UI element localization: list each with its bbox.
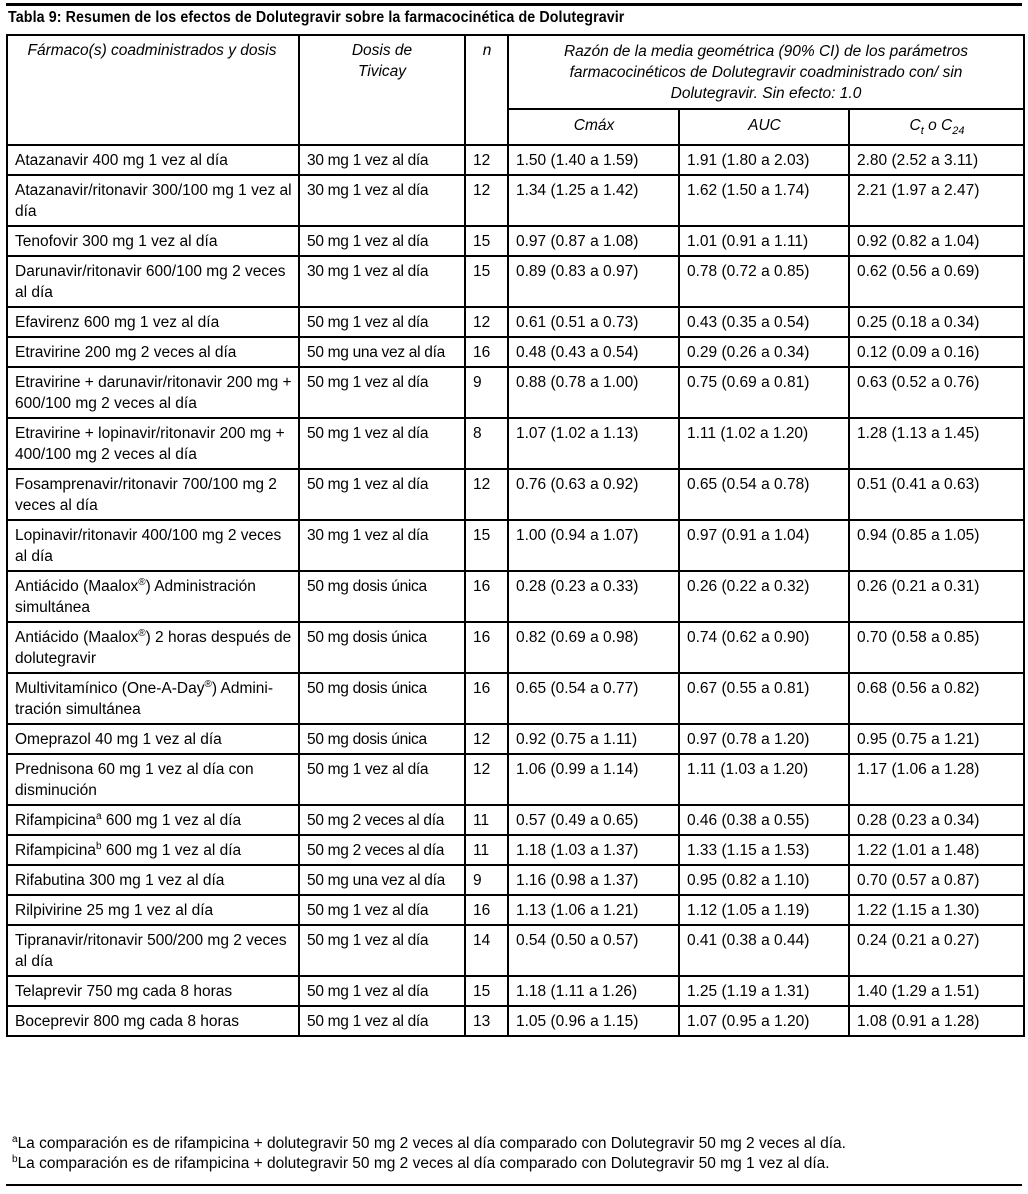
top-rule <box>6 3 1022 6</box>
cell-drug: Atazanavir 400 mg 1 vez al día <box>7 145 299 175</box>
cell-n: 16 <box>465 895 508 925</box>
table-row <box>7 976 1024 1006</box>
cell-auc: 0.97 (0.91 a 1.04) <box>679 520 849 571</box>
cell-auc: 1.25 (1.19 a 1.31) <box>679 976 849 1006</box>
table-row <box>7 895 1024 925</box>
cell-auc: 0.41 (0.38 a 0.44) <box>679 925 849 976</box>
cell-tivicay-dose: 30 mg 1 vez al día <box>299 145 465 175</box>
cell-n: 12 <box>465 175 508 226</box>
cell-tivicay-dose: 50 mg 1 vez al día <box>299 754 465 805</box>
table-row <box>7 673 1024 724</box>
cell-n: 12 <box>465 754 508 805</box>
cell-cmax: 1.07 (1.02 a 1.13) <box>508 418 679 469</box>
cell-ct: 0.28 (0.23 a 0.34) <box>849 805 1024 835</box>
footnote-a-mark: a <box>12 1134 18 1145</box>
cell-tivicay-dose: 50 mg 1 vez al día <box>299 1006 465 1036</box>
cell-tivicay-dose: 50 mg 1 vez al día <box>299 469 465 520</box>
header-tivicay-dose-label: Dosis de Tivicay <box>351 42 413 80</box>
header-ct-main: C <box>909 117 921 134</box>
cell-auc: 1.91 (1.80 a 2.03) <box>679 145 849 175</box>
cell-tivicay-dose: 50 mg dosis única <box>299 571 465 622</box>
cell-drug-pre: Rifampicina <box>15 842 96 859</box>
cell-ct: 2.21 (1.97 a 2.47) <box>849 175 1024 226</box>
table-row <box>7 865 1024 895</box>
cell-auc: 0.67 (0.55 a 0.81) <box>679 673 849 724</box>
cell-drug-post: ) Admini-tración simultánea <box>15 680 274 718</box>
cell-n: 15 <box>465 520 508 571</box>
cell-tivicay-dose: 50 mg 2 veces al día <box>299 805 465 835</box>
cell-n: 16 <box>465 622 508 673</box>
cell-n: 12 <box>465 145 508 175</box>
cell-tivicay-dose: 50 mg 2 veces al día <box>299 835 465 865</box>
cell-ct: 1.22 (1.15 a 1.30) <box>849 895 1024 925</box>
cell-n: 12 <box>465 469 508 520</box>
cell-ct: 0.95 (0.75 a 1.21) <box>849 724 1024 754</box>
table-row <box>7 835 1024 865</box>
cell-cmax: 0.54 (0.50 a 0.57) <box>508 925 679 976</box>
cell-drug-post: ) 2 horas después de dolutegravir <box>15 629 292 667</box>
cell-drug: Rifabutina 300 mg 1 vez al día <box>7 865 299 895</box>
cell-drug: Efavirenz 600 mg 1 vez al día <box>7 307 299 337</box>
cell-cmax: 0.88 (0.78 a 1.00) <box>508 367 679 418</box>
cell-n: 16 <box>465 337 508 367</box>
table-row <box>7 418 1024 469</box>
cell-auc: 0.97 (0.78 a 1.20) <box>679 724 849 754</box>
cell-drug <box>7 673 299 724</box>
cell-cmax: 1.18 (1.11 a 1.26) <box>508 976 679 1006</box>
table-row <box>7 1006 1024 1036</box>
cell-drug: Etravirine 200 mg 2 veces al día <box>7 337 299 367</box>
cell-tivicay-dose: 50 mg una vez al día <box>299 337 465 367</box>
cell-drug-sup: ® <box>138 577 146 588</box>
header-drug: Fármaco(s) coadministrados y dosis <box>7 35 299 145</box>
cell-n: 14 <box>465 925 508 976</box>
cell-tivicay-dose: 50 mg 1 vez al día <box>299 226 465 256</box>
cell-drug: Boceprevir 800 mg cada 8 horas <box>7 1006 299 1036</box>
cell-tivicay-dose: 50 mg 1 vez al día <box>299 307 465 337</box>
cell-cmax: 1.34 (1.25 a 1.42) <box>508 175 679 226</box>
cell-n: 15 <box>465 226 508 256</box>
table-row <box>7 622 1024 673</box>
table-row <box>7 724 1024 754</box>
cell-drug: Telaprevir 750 mg cada 8 horas <box>7 976 299 1006</box>
cell-n: 9 <box>465 367 508 418</box>
cell-drug: Fosamprenavir/ritonavir 700/100 mg 2 veces al día <box>7 469 299 520</box>
cell-ct: 0.62 (0.56 a 0.69) <box>849 256 1024 307</box>
cell-ct: 1.08 (0.91 a 1.28) <box>849 1006 1024 1036</box>
header-cmax: Cmáx <box>508 109 679 145</box>
header-ratio-group-label: Razón de la media geométrica (90% CI) de los parámetros farmacocinéticos de Dolutegravir coadministrado con/ sin Dolutegravir. Sin efecto: 1.0 <box>563 43 969 102</box>
cell-tivicay-dose: 50 mg una vez al día <box>299 865 465 895</box>
cell-tivicay-dose: 50 mg 1 vez al día <box>299 976 465 1006</box>
cell-ct: 0.68 (0.56 a 0.82) <box>849 673 1024 724</box>
header-n: n <box>465 35 508 145</box>
cell-tivicay-dose: 50 mg dosis única <box>299 724 465 754</box>
cell-ct: 0.70 (0.57 a 0.87) <box>849 865 1024 895</box>
cell-drug: Rilpivirine 25 mg 1 vez al día <box>7 895 299 925</box>
cell-n: 11 <box>465 835 508 865</box>
footnote-b <box>12 1154 846 1174</box>
cell-tivicay-dose: 50 mg dosis única <box>299 673 465 724</box>
table-row <box>7 337 1024 367</box>
cell-drug: Etravirine + darunavir/ritonavir 200 mg + 600/100 mg 2 veces al día <box>7 367 299 418</box>
cell-drug: Tenofovir 300 mg 1 vez al día <box>7 226 299 256</box>
cell-cmax: 0.97 (0.87 a 1.08) <box>508 226 679 256</box>
cell-auc: 1.33 (1.15 a 1.53) <box>679 835 849 865</box>
cell-drug-pre: Multivitamínico (One-A-Day <box>15 680 205 697</box>
cell-n: 15 <box>465 256 508 307</box>
cell-drug-sup: ® <box>138 628 146 639</box>
cell-auc: 1.11 (1.03 a 1.20) <box>679 754 849 805</box>
table-row <box>7 754 1024 805</box>
footnote-b-text: La comparación es de rifampicina + dolutegravir 50 mg 2 veces al día comparado con Dolutegravir 50 mg 1 vez al día. <box>17 1155 830 1172</box>
cell-auc: 0.65 (0.54 a 0.78) <box>679 469 849 520</box>
cell-cmax: 0.82 (0.69 a 0.98) <box>508 622 679 673</box>
cell-auc: 0.46 (0.38 a 0.55) <box>679 805 849 835</box>
cell-cmax: 0.92 (0.75 a 1.11) <box>508 724 679 754</box>
table-row <box>7 469 1024 520</box>
cell-tivicay-dose: 30 mg 1 vez al día <box>299 256 465 307</box>
footnote-a-text: La comparación es de rifampicina + dolutegravir 50 mg 2 veces al día comparado con Dolutegravir 50 mg 2 veces al día. <box>17 1135 846 1152</box>
cell-n: 16 <box>465 673 508 724</box>
cell-ct: 0.70 (0.58 a 0.85) <box>849 622 1024 673</box>
cell-n: 8 <box>465 418 508 469</box>
footnote-a <box>12 1134 846 1154</box>
header-tivicay-dose <box>299 35 465 145</box>
cell-drug-sup: ® <box>204 679 212 690</box>
cell-drug-post: ) Administración simultánea <box>15 578 256 616</box>
pharmacokinetics-table <box>6 34 1025 1037</box>
cell-n: 16 <box>465 571 508 622</box>
cell-ct: 0.24 (0.21 a 0.27) <box>849 925 1024 976</box>
cell-cmax: 1.06 (0.99 a 1.14) <box>508 754 679 805</box>
cell-cmax: 1.13 (1.06 a 1.21) <box>508 895 679 925</box>
cell-auc: 1.07 (0.95 a 1.20) <box>679 1006 849 1036</box>
cell-drug: Tipranavir/ritonavir 500/200 mg 2 veces al día <box>7 925 299 976</box>
cell-cmax: 0.61 (0.51 a 0.73) <box>508 307 679 337</box>
cell-tivicay-dose: 50 mg 1 vez al día <box>299 367 465 418</box>
cell-cmax: 1.05 (0.96 a 1.15) <box>508 1006 679 1036</box>
cell-n: 12 <box>465 307 508 337</box>
cell-n: 12 <box>465 724 508 754</box>
cell-cmax: 0.65 (0.54 a 0.77) <box>508 673 679 724</box>
cell-n: 11 <box>465 805 508 835</box>
header-ratio-group <box>508 35 1024 109</box>
cell-drug: Omeprazol 40 mg 1 vez al día <box>7 724 299 754</box>
cell-ct: 0.25 (0.18 a 0.34) <box>849 307 1024 337</box>
cell-drug: Darunavir/ritonavir 600/100 mg 2 veces al día <box>7 256 299 307</box>
header-auc: AUC <box>679 109 849 145</box>
cell-cmax: 1.00 (0.94 a 1.07) <box>508 520 679 571</box>
table-row <box>7 805 1024 835</box>
cell-auc: 1.01 (0.91 a 1.11) <box>679 226 849 256</box>
table-caption: Tabla 9: Resumen de los efectos de Dolutegravir sobre la farmacocinética de Dolutegravir <box>8 9 625 26</box>
cell-drug-sup: b <box>95 841 102 852</box>
header-ct-c24 <box>849 109 1024 145</box>
cell-ct: 1.17 (1.06 a 1.28) <box>849 754 1024 805</box>
cell-ct: 0.26 (0.21 a 0.31) <box>849 571 1024 622</box>
cell-n: 9 <box>465 865 508 895</box>
cell-drug-post: 600 mg 1 vez al día <box>101 812 242 829</box>
header-ct-sub1: t <box>920 125 924 137</box>
cell-tivicay-dose: 50 mg 1 vez al día <box>299 418 465 469</box>
cell-drug: Atazanavir/ritonavir 300/100 mg 1 vez al día <box>7 175 299 226</box>
footnotes <box>12 1134 846 1174</box>
cell-ct: 2.80 (2.52 a 3.11) <box>849 145 1024 175</box>
cell-drug <box>7 805 299 835</box>
cell-ct: 1.40 (1.29 a 1.51) <box>849 976 1024 1006</box>
header-ct-mid: o C <box>923 117 953 134</box>
cell-drug-pre: Antiácido (Maalox <box>15 629 139 646</box>
cell-auc: 1.11 (1.02 a 1.20) <box>679 418 849 469</box>
cell-drug <box>7 835 299 865</box>
cell-cmax: 1.16 (0.98 a 1.37) <box>508 865 679 895</box>
header-ct-sub2: 24 <box>952 125 965 137</box>
cell-tivicay-dose: 50 mg 1 vez al día <box>299 925 465 976</box>
cell-drug-sup: a <box>95 811 102 822</box>
cell-cmax: 0.48 (0.43 a 0.54) <box>508 337 679 367</box>
cell-ct: 0.92 (0.82 a 1.04) <box>849 226 1024 256</box>
cell-drug: Prednisona 60 mg 1 vez al día con disminución <box>7 754 299 805</box>
cell-cmax: 0.57 (0.49 a 0.65) <box>508 805 679 835</box>
cell-cmax: 0.28 (0.23 a 0.33) <box>508 571 679 622</box>
cell-ct: 1.28 (1.13 a 1.45) <box>849 418 1024 469</box>
cell-drug-pre: Rifampicina <box>15 812 96 829</box>
cell-drug <box>7 571 299 622</box>
cell-auc: 1.12 (1.05 a 1.19) <box>679 895 849 925</box>
cell-auc: 0.26 (0.22 a 0.32) <box>679 571 849 622</box>
cell-ct: 0.94 (0.85 a 1.05) <box>849 520 1024 571</box>
cell-cmax: 0.76 (0.63 a 0.92) <box>508 469 679 520</box>
cell-cmax: 1.50 (1.40 a 1.59) <box>508 145 679 175</box>
cell-ct: 0.51 (0.41 a 0.63) <box>849 469 1024 520</box>
cell-auc: 1.62 (1.50 a 1.74) <box>679 175 849 226</box>
cell-tivicay-dose: 50 mg dosis única <box>299 622 465 673</box>
cell-ct: 0.12 (0.09 a 0.16) <box>849 337 1024 367</box>
table-row <box>7 307 1024 337</box>
cell-drug: Etravirine + lopinavir/ritonavir 200 mg + 400/100 mg 2 veces al día <box>7 418 299 469</box>
cell-tivicay-dose: 50 mg 1 vez al día <box>299 895 465 925</box>
table-row <box>7 226 1024 256</box>
cell-tivicay-dose: 30 mg 1 vez al día <box>299 175 465 226</box>
bottom-rule <box>6 1184 1022 1186</box>
cell-auc: 0.78 (0.72 a 0.85) <box>679 256 849 307</box>
cell-ct: 1.22 (1.01 a 1.48) <box>849 835 1024 865</box>
table-body <box>7 145 1024 1036</box>
table-row <box>7 925 1024 976</box>
cell-cmax: 1.18 (1.03 a 1.37) <box>508 835 679 865</box>
cell-auc: 0.95 (0.82 a 1.10) <box>679 865 849 895</box>
cell-tivicay-dose: 30 mg 1 vez al día <box>299 520 465 571</box>
table-header <box>7 35 1024 145</box>
table-row <box>7 175 1024 226</box>
cell-auc: 0.29 (0.26 a 0.34) <box>679 337 849 367</box>
footnote-b-mark: b <box>12 1154 18 1165</box>
cell-drug-pre: Antiácido (Maalox <box>15 578 139 595</box>
cell-auc: 0.75 (0.69 a 0.81) <box>679 367 849 418</box>
cell-cmax: 0.89 (0.83 a 0.97) <box>508 256 679 307</box>
cell-n: 13 <box>465 1006 508 1036</box>
cell-ct: 0.63 (0.52 a 0.76) <box>849 367 1024 418</box>
cell-n: 15 <box>465 976 508 1006</box>
table-row <box>7 367 1024 418</box>
cell-drug <box>7 622 299 673</box>
cell-drug: Lopinavir/ritonavir 400/100 mg 2 veces al día <box>7 520 299 571</box>
cell-drug-post: 600 mg 1 vez al día <box>101 842 242 859</box>
table-row <box>7 520 1024 571</box>
table-row <box>7 145 1024 175</box>
table-row <box>7 571 1024 622</box>
table-row <box>7 256 1024 307</box>
cell-auc: 0.43 (0.35 a 0.54) <box>679 307 849 337</box>
cell-auc: 0.74 (0.62 a 0.90) <box>679 622 849 673</box>
